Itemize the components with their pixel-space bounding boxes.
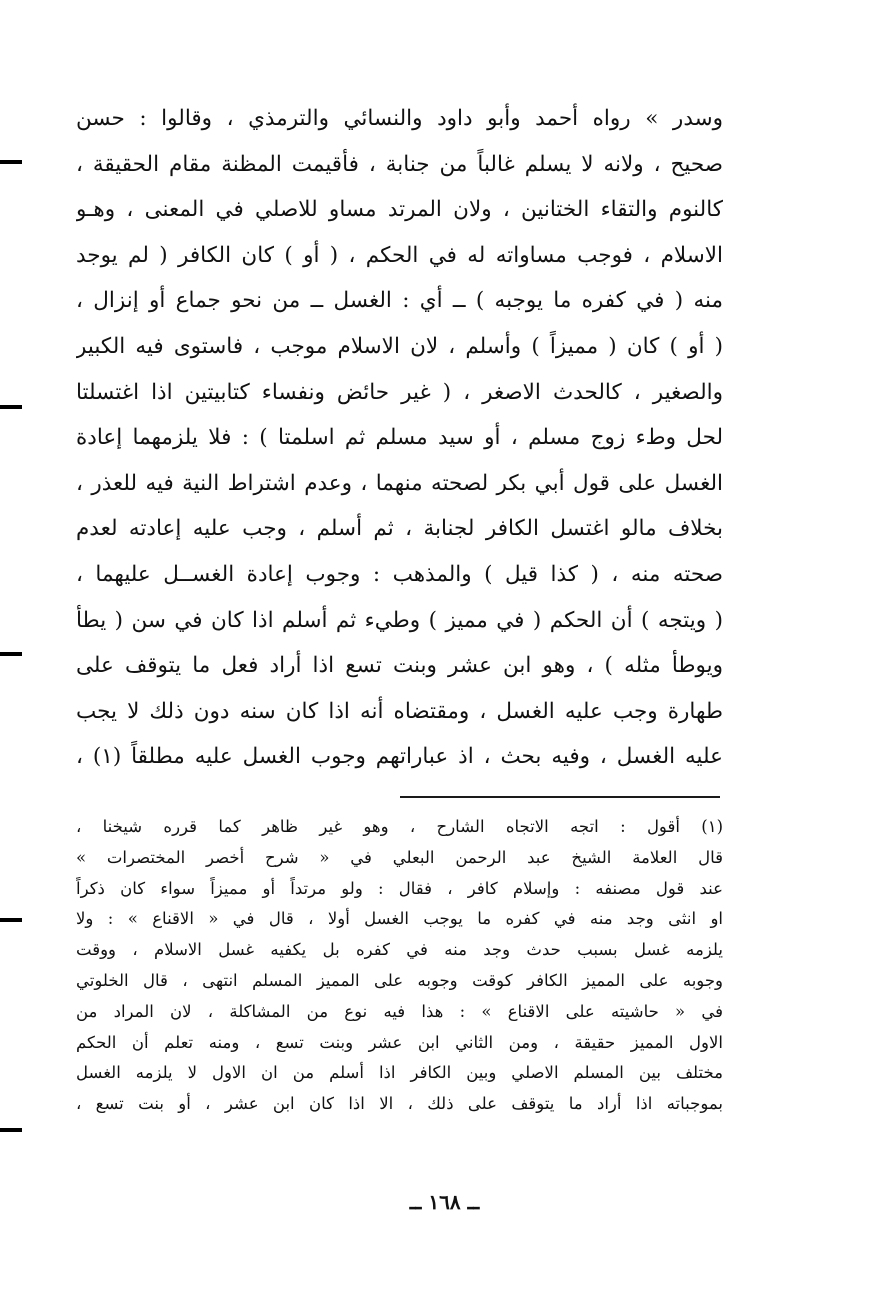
footnote-line: في « حاشيته على الاقناع » : هذا فيه نوع من المشاكلة ، لان المراد من (76, 1001, 723, 1021)
main-text-line: صحته منه ، ( كذا قيل ) والمذهب : وجوب إعادة الغســل عليهما ، (76, 561, 723, 587)
footnote-line: بموجباته اذا أراد ما يتوقف على ذلك ، الا اذا كان ابن عشر ، أو بنت تسع ، (76, 1094, 723, 1114)
main-text-line: ( ويتجه ) أن الحكم ( في مميز ) وطيء ثم أسلم اذا كان في سن ( يطأ (76, 607, 723, 633)
footnotes-section (76, 812, 723, 1120)
main-text-line: ويوطأ مثله ) ، وهو ابن عشر وبنت تسع اذا أراد فعل ما يتوقف على (76, 653, 723, 679)
main-text-line: وسدر » رواه أحمد وأبو داود والنسائي والترمذي ، وقالوا : حسن (76, 106, 723, 131)
margin-mark (0, 652, 22, 656)
footnote-line: وجوبه على المميز الكافر كوقت وجوبه على المميز المسلم انتهى ، قال الخلوتي (76, 970, 723, 990)
margin-mark (0, 918, 22, 922)
footnote-line: او انثى وجد منه في كفره ما يوجب الغسل أولا ، قال في « الاقناع » : ولا (76, 909, 723, 929)
main-text-line: الغسل على قول أبي بكر لصحته منهما ، وعدم اشتراط النية فيه للعذر ، (76, 470, 723, 496)
main-text-body (76, 96, 723, 780)
main-text-line: بخلاف مالو اغتسل الكافر لجنابة ، ثم أسلم ، وجب عليه إعادته لعدم (76, 516, 723, 542)
main-text-line: منه ( في كفره ما يوجبه ) ــ أي : الغسل ــ من نحو جماع أو إنزال ، (76, 288, 723, 314)
footnote-line: مختلف بين المسلم الاصلي وبين الكافر اذا أسلم من ان الاول لا يلزمه الغسل (76, 1063, 723, 1083)
footnote-line: قال العلامة الشيخ عبد الرحمن البعلي في « شرح أخصر المختصرات » (76, 847, 723, 867)
margin-mark (0, 1128, 22, 1132)
main-text-line: كالنوم والتقاء الختانين ، ولان المرتد مساو للاصلي في المعنى ، وهـو (76, 197, 723, 223)
main-text-line: ( أو ) كان ( مميزاً ) وأسلم ، لان الاسلام موجب ، فاستوى فيه الكبير (76, 333, 723, 359)
footnote-separator (400, 796, 720, 798)
footnote-line: الاول المميز حقيقة ، ومن الثاني ابن عشر وبنت تسع ، ومنه تعلم أن الحكم (76, 1032, 723, 1052)
margin-mark (0, 405, 22, 409)
footnote-line: يلزمه غسل بسبب حدث وجد منه في كفره بل يكفيه غسل الاسلام ، ووقت (76, 940, 723, 960)
footnote-line: عند قول مصنفه : وإسلام كافر ، فقال : ولو مرتداً أو مميزاً سواء كان ذكراً (76, 878, 723, 898)
main-text-line: عليه الغسل ، وفيه بحث ، اذ عباراتهم وجوب الغسل عليه مطلقاً (١) ، (76, 744, 723, 770)
main-text-line: والصغير ، كالحدث الاصغر ، ( غير حائض ونفساء كتابيتين اذا اغتسلتا (76, 379, 723, 405)
main-text-line: صحيح ، ولانه لا يسلم غالباً من جنابة ، فأقيمت المظنة مقام الحقيقة ، (76, 151, 723, 177)
footnote-line: (١) أقول : اتجه الاتجاه الشارح ، وهو غير ظاهر كما قرره شيخنا ، (76, 817, 723, 836)
main-text-line: طهارة وجب عليه الغسل ، ومقتضاه أنه اذا كان سنه دون ذلك لا يجب (76, 698, 723, 724)
main-text-line: الاسلام ، فوجب مساواته له في الحكم ، ( أو ) كان الكافر ( لم يوجد (76, 242, 723, 268)
page-number: ــ ١٦٨ ــ (409, 1190, 480, 1214)
margin-mark (0, 160, 22, 164)
main-text-line: لحل وطء زوج مسلم ، أو سيد مسلم ثم اسلمتا ) : فلا يلزمهما إعادة (76, 425, 723, 451)
